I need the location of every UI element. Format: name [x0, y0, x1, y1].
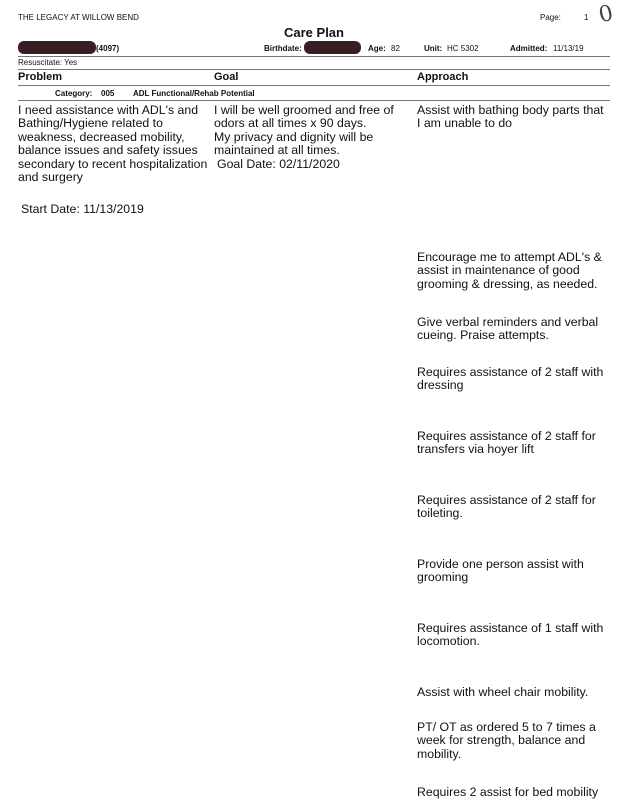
- approach-line: Encourage me to attempt ADL's &: [417, 250, 602, 264]
- handwritten-mark: 0: [596, 0, 616, 29]
- goal-line: odors at all times x 90 days.: [214, 116, 367, 131]
- goal-text: [214, 104, 414, 171]
- problem-line: balance issues and safety issues: [18, 143, 198, 158]
- approach-line: week for strength, balance and: [417, 733, 586, 748]
- approach-item: [417, 686, 615, 699]
- approach-item: [417, 366, 615, 393]
- approach-line: Requires assistance of 2 staff for: [417, 429, 596, 443]
- approach-line: PT/ OT as ordered 5 to 7 times a: [417, 720, 596, 734]
- approach-line: I am unable to do: [417, 116, 513, 131]
- approach-line: grooming & dressing, as needed.: [417, 276, 598, 291]
- birthdate-label: Birthdate:: [264, 44, 302, 53]
- approach-item: [417, 622, 615, 649]
- age-value: 82: [391, 44, 400, 53]
- facility-name: THE LEGACY AT WILLOW BEND: [18, 13, 139, 22]
- approach-line: Requires assistance of 2 staff for: [417, 493, 596, 507]
- problem-line: secondary to recent hospitalization: [18, 156, 208, 171]
- approach-line: Provide one person assist with: [417, 557, 584, 571]
- resident-id: (4097): [96, 44, 120, 53]
- problem-text: [18, 104, 214, 184]
- approach-item: [417, 316, 615, 343]
- approach-line: assist in maintenance of good: [417, 263, 580, 278]
- goal-line: I will be well groomed and free of: [214, 103, 394, 117]
- approach-line: locomotion.: [417, 634, 480, 649]
- approach-item: [417, 251, 615, 291]
- approach-item: [417, 721, 615, 761]
- goal-line: maintained at all times.: [214, 143, 340, 158]
- approach-column-header: Approach: [417, 71, 469, 83]
- problem-line: I need assistance with ADL's and: [18, 103, 199, 117]
- admitted-label: Admitted:: [510, 44, 548, 53]
- problem-column-header: Problem: [18, 71, 63, 83]
- approach-line: Give verbal reminders and verbal: [417, 315, 599, 329]
- approach-line: Assist with bathing body parts that: [417, 103, 604, 117]
- unit-value: HC 5302: [447, 44, 479, 53]
- approach-line: Assist with wheel chair mobility.: [417, 685, 589, 699]
- approach-line: Requires 2 assist for bed mobility: [417, 785, 599, 799]
- admitted-value: 11/13/19: [553, 44, 584, 53]
- approach-item: [417, 104, 615, 131]
- page-label: Page:: [540, 13, 561, 22]
- age-label: Age:: [368, 44, 386, 53]
- redacted-name: [18, 41, 96, 54]
- category-code: 005: [101, 89, 115, 98]
- problem-line: Bathing/Hygiene related to: [18, 116, 163, 131]
- approach-line: dressing: [417, 378, 464, 393]
- page-number: 1: [584, 13, 589, 22]
- goal-line: My privacy and dignity will be: [214, 129, 374, 144]
- approach-line: Requires assistance of 1 staff with: [417, 621, 604, 635]
- approach-line: transfers via hoyer lift: [417, 442, 534, 457]
- goal-column-header: Goal: [214, 71, 239, 83]
- start-date: Start Date: 11/13/2019: [21, 202, 144, 216]
- page-title: Care Plan: [284, 25, 344, 40]
- approach-item: [417, 786, 615, 799]
- approach-line: cueing. Praise attempts.: [417, 328, 549, 343]
- category-name: ADL Functional/Rehab Potential: [133, 89, 255, 98]
- redacted-birthdate: [304, 41, 361, 54]
- category-label: Category:: [55, 89, 93, 98]
- approach-line: mobility.: [417, 746, 462, 761]
- approach-line: Requires assistance of 2 staff with: [417, 365, 604, 379]
- problem-line: and surgery: [18, 170, 83, 185]
- approach-line: toileting.: [417, 506, 463, 521]
- problem-line: weakness, decreased mobility,: [18, 129, 185, 144]
- approach-item: [417, 430, 615, 457]
- approach-item: [417, 494, 615, 521]
- goal-line: Goal Date: 02/11/2020: [217, 156, 340, 171]
- unit-label: Unit:: [424, 44, 443, 53]
- approach-item: [417, 558, 615, 585]
- resuscitate-status: Resuscitate: Yes: [18, 58, 78, 67]
- approach-line: grooming: [417, 570, 469, 585]
